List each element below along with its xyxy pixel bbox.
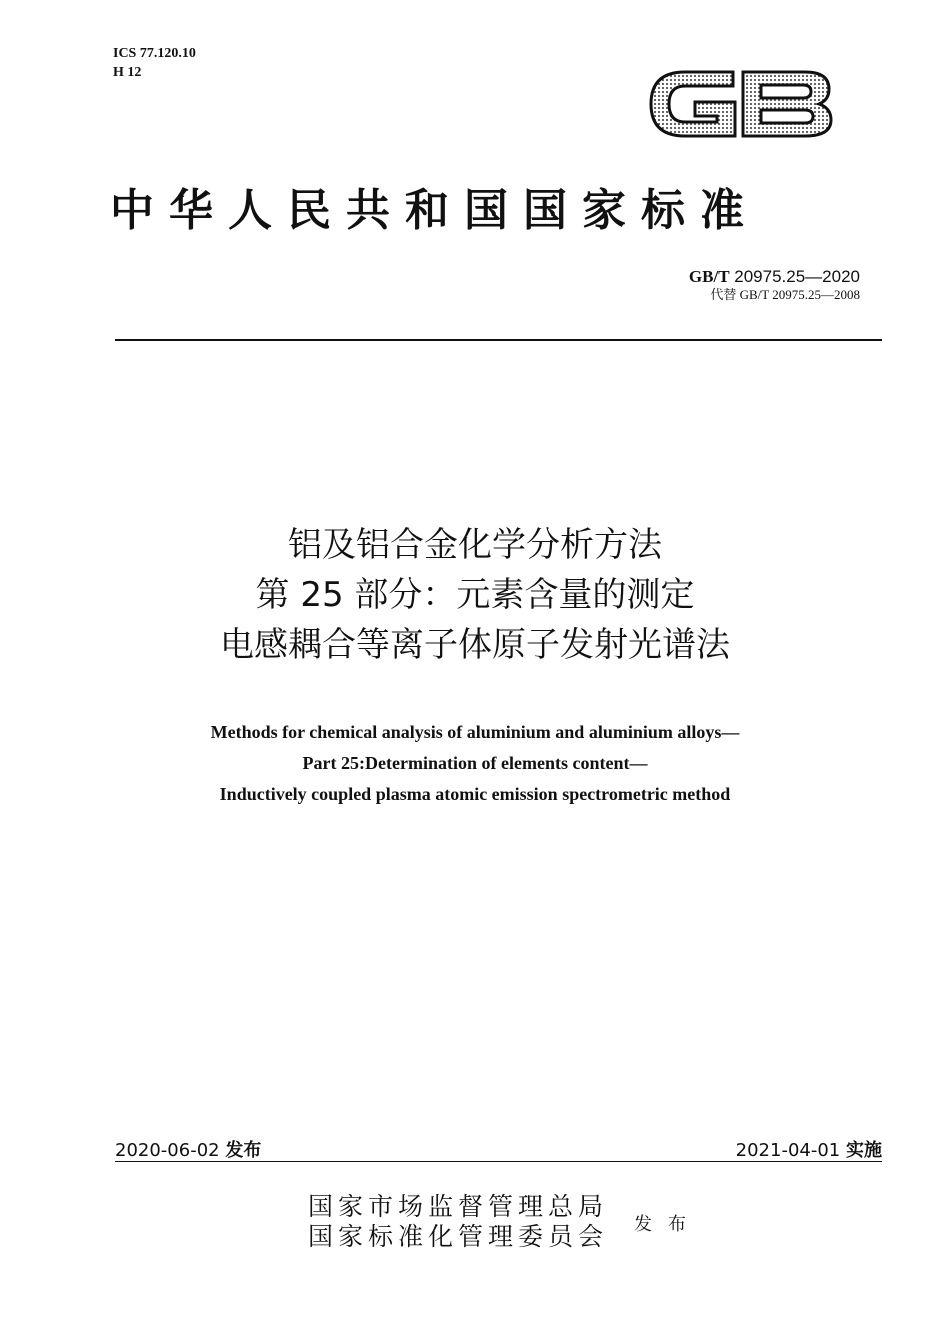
- english-title-line-3: Inductively coupled plasma atomic emission spectrometric method: [219, 784, 731, 804]
- english-title: [0, 717, 950, 810]
- publication-date-label: 发布: [225, 1140, 262, 1161]
- ccs-code: H 12: [113, 65, 142, 80]
- implementation-date-value: 2021-04-01: [735, 1140, 841, 1161]
- ics-code: ICS 77.120.10: [113, 46, 196, 61]
- classification-codes: [113, 44, 196, 82]
- gb-logo: [645, 58, 835, 150]
- header-divider: [115, 339, 882, 341]
- english-title-line-2: Part 25:Determination of elements content—: [302, 753, 648, 773]
- standard-number-block: [689, 267, 860, 303]
- chinese-title-line-2: 第 25 部分：元素含量的测定: [255, 575, 695, 615]
- implementation-date-label: 实施: [846, 1140, 882, 1161]
- footer-divider: [115, 1161, 882, 1162]
- chinese-title-line-3: 电感耦合等离子体原子发射光谱法: [220, 625, 730, 665]
- replaces-note: 代替 GB/T 20975.25—2008: [710, 287, 860, 302]
- standard-code: 20975.25—2020: [734, 267, 860, 286]
- chinese-title-line-1: 铝及铝合金化学分析方法: [288, 525, 662, 565]
- issuer-2: 国家标准化管理委员会: [308, 1222, 609, 1251]
- chinese-title: [0, 520, 950, 670]
- issuing-authorities: [308, 1192, 608, 1252]
- standard-number: [689, 267, 860, 287]
- english-title-line-1: Methods for chemical analysis of aluminium and aluminium alloys—: [210, 722, 740, 742]
- publication-date-value: 2020-06-02: [115, 1140, 220, 1161]
- issuer-1: 国家市场监督管理总局: [308, 1192, 609, 1221]
- implementation-date: [736, 1136, 882, 1162]
- publication-date: [115, 1136, 261, 1162]
- standard-prefix: GB/T: [688, 267, 730, 286]
- national-standard-title: 中华人民共和国国家标准: [110, 185, 759, 236]
- issue-action: 发布: [634, 1214, 702, 1235]
